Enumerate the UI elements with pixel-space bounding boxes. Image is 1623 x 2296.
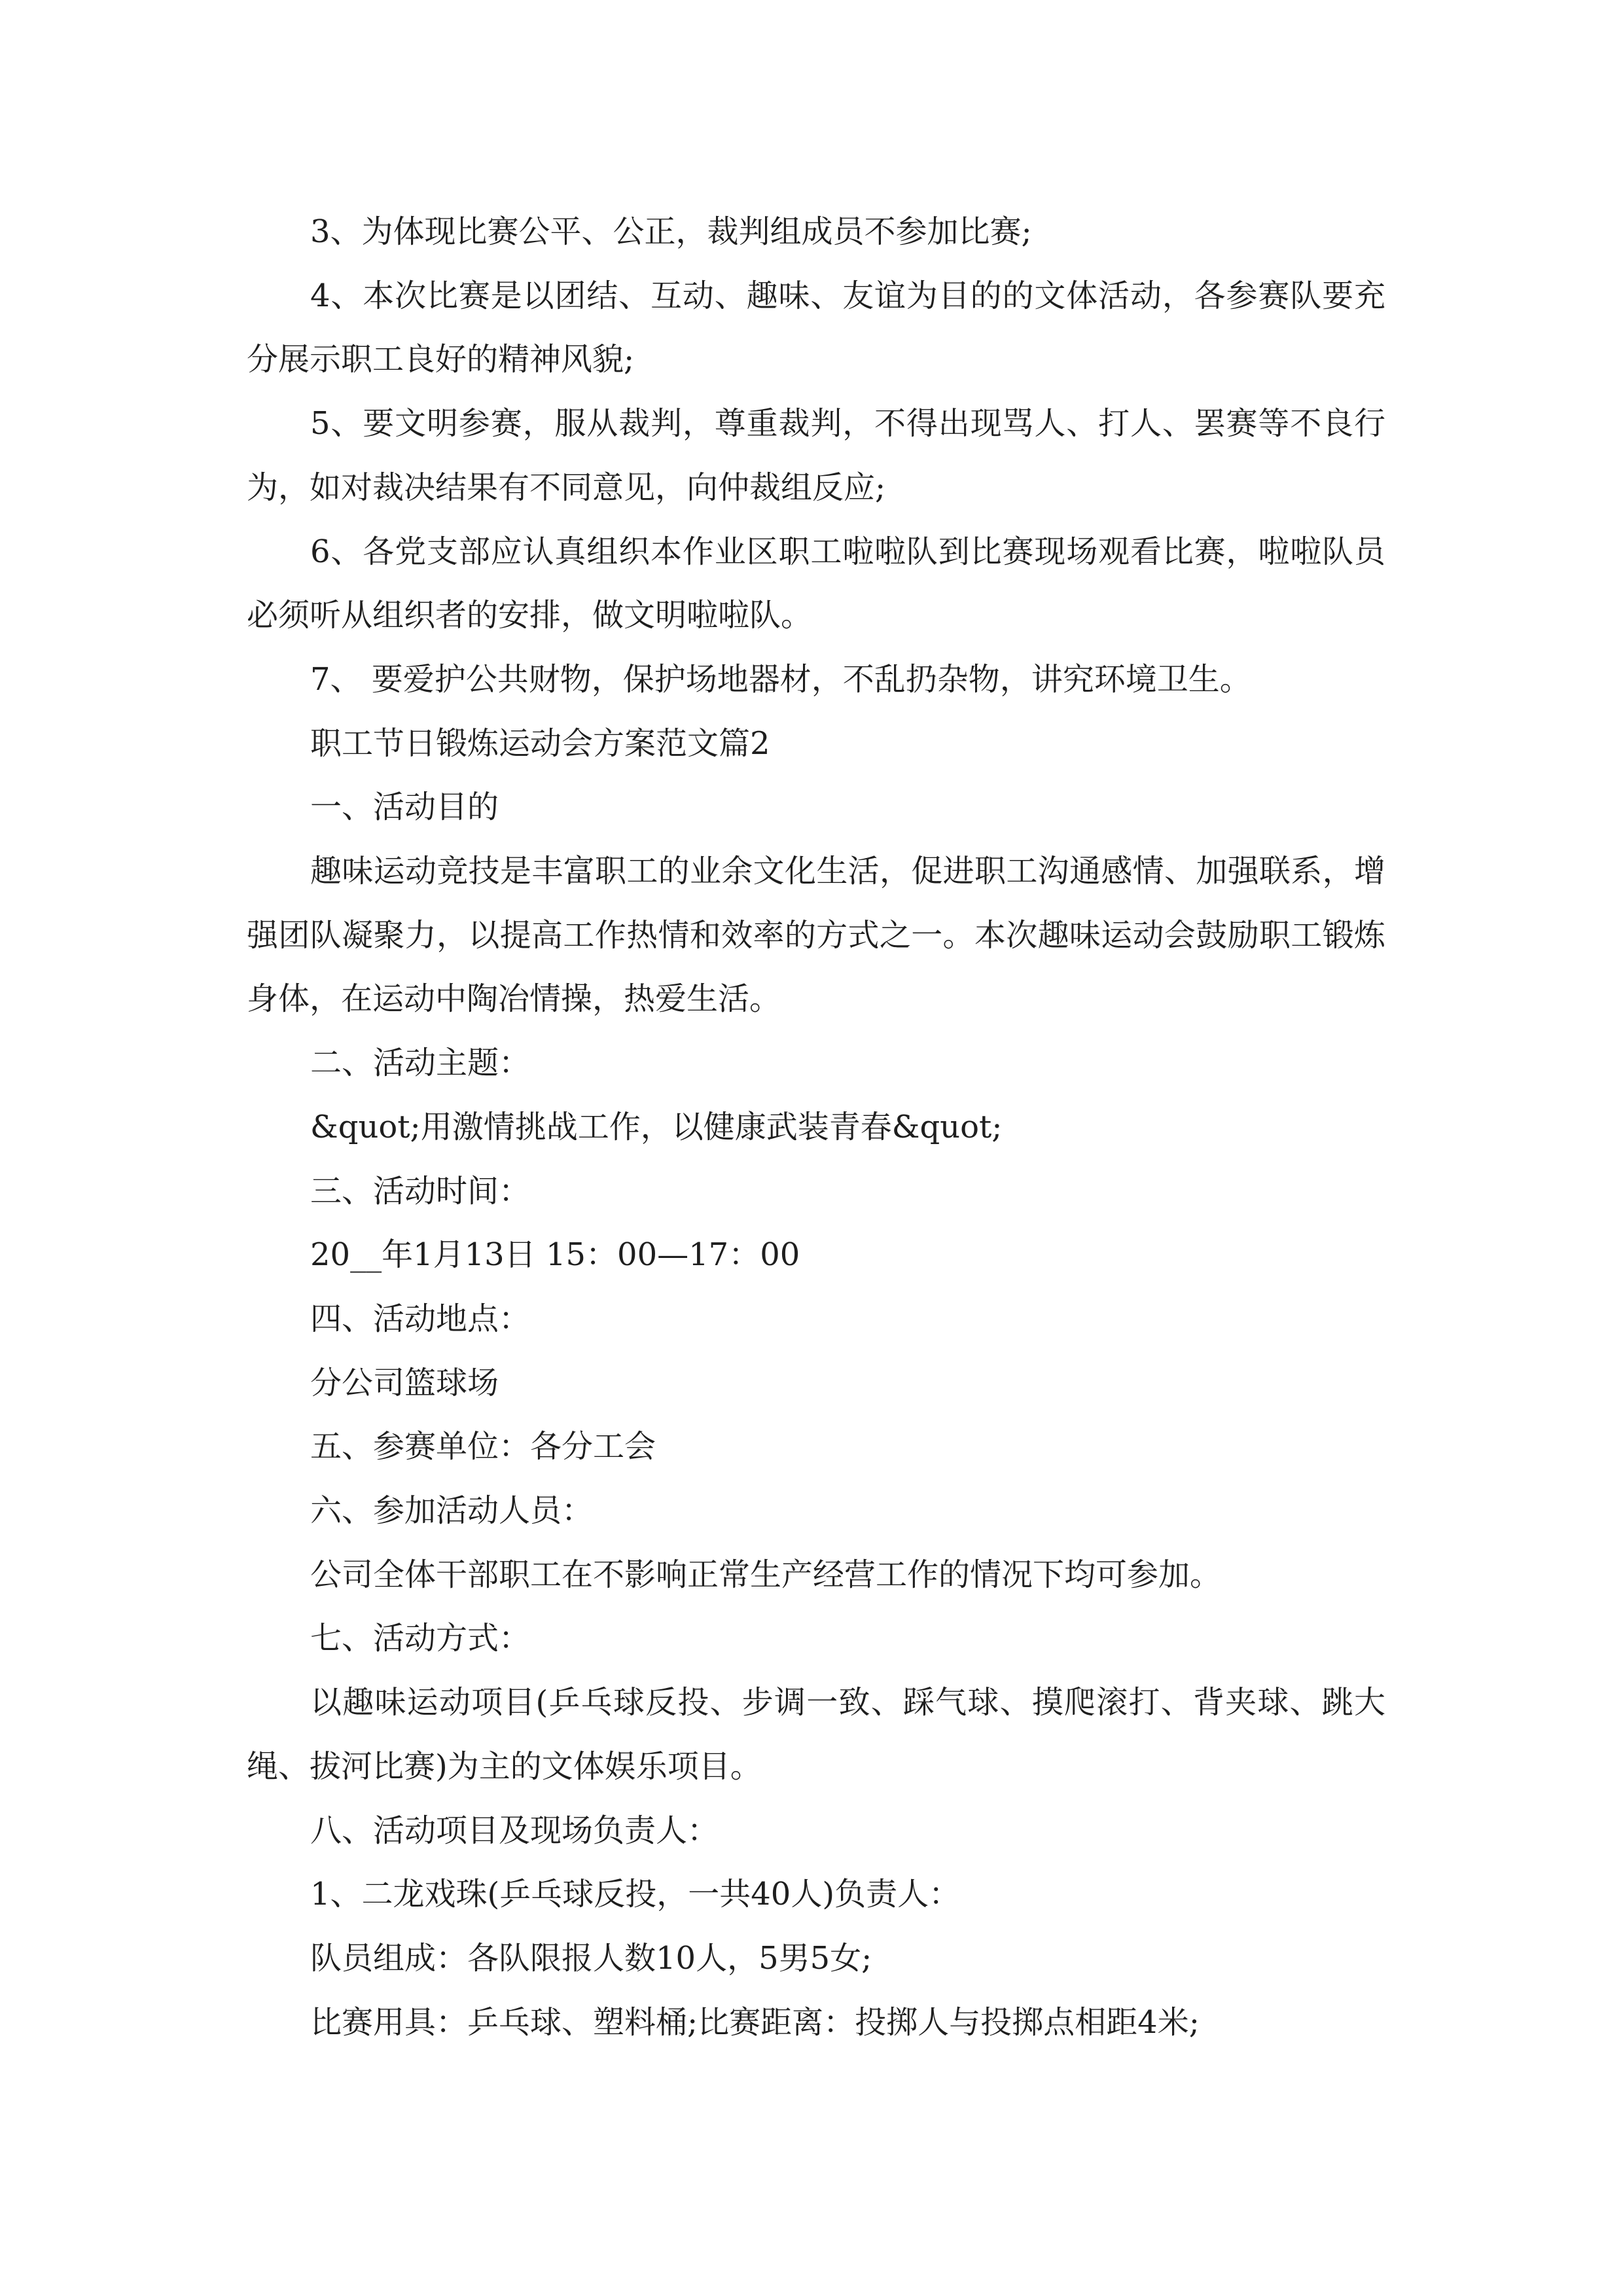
heading-participating-units: 五、参赛单位：各分工会 [310,1428,656,1465]
paragraph-team-composition: 队员组成：各队限报人数10人，5男5女; [310,1939,872,1977]
heading-time: 三、活动时间： [310,1172,531,1210]
paragraph-theme: &quot;用激情挑战工作，以健康武装青春&quot; [310,1108,1003,1145]
heading-purpose: 一、活动目的 [310,789,499,826]
heading-theme: 二、活动主题： [310,1045,531,1082]
paragraph-method: 以趣味运动项目(乒乓球反投、步调一致、踩气球、摸爬滚打、背夹球、跳大绳、拔河比赛)为主的文体娱乐项目。 [247,1684,1385,1785]
heading-events: 八、活动项目及现场负责人： [310,1812,719,1849]
document-body [247,200,1385,2054]
paragraph-rule-4: 4、本次比赛是以团结、互动、趣味、友谊为目的的文体活动，各参赛队要充分展示职工良好的精神风貌; [247,277,1385,378]
section-title: 职工节日锻炼运动会方案范文篇2 [310,725,770,762]
heading-location: 四、活动地点： [310,1300,531,1337]
paragraph-event-1: 1、二龙戏珠(乒乓球反投，一共40人)负责人： [310,1876,961,1913]
paragraph-equipment: 比赛用具：乒乓球、塑料桶;比赛距离：投掷人与投掷点相距4米; [310,2003,1200,2041]
paragraph-time: 20__年1月13日 15：00—17：00 [310,1236,800,1274]
paragraph-purpose: 趣味运动竞技是丰富职工的业余文化生活，促进职工沟通感情、加强联系，增强团队凝聚力，以提高工作热情和效率的方式之一。本次趣味运动会鼓励职工锻炼身体，在运动中陶冶情操，热爱生活。 [247,853,1385,1018]
heading-participants: 六、参加活动人员： [310,1492,594,1530]
heading-method: 七、活动方式： [310,1620,531,1657]
paragraph-location: 分公司篮球场 [310,1364,499,1401]
paragraph-rule-3: 3、为体现比赛公平、公正，裁判组成员不参加比赛; [310,213,1032,250]
paragraph-rule-5: 5、要文明参赛，服从裁判，尊重裁判，不得出现骂人、打人、罢赛等不良行为，如对裁决结果有不同意见，向仲裁组反应; [247,405,1385,506]
paragraph-rule-6: 6、各党支部应认真组织本作业区职工啦啦队到比赛现场观看比赛，啦啦队员必须听从组织者的安排，做文明啦啦队。 [247,533,1385,634]
paragraph-participants: 公司全体干部职工在不影响正常生产经营工作的情况下均可参加。 [310,1556,1222,1593]
paragraph-rule-7: 7、 要爱护公共财物，保护场地器材，不乱扔杂物，讲究环境卫生。 [310,660,1251,698]
